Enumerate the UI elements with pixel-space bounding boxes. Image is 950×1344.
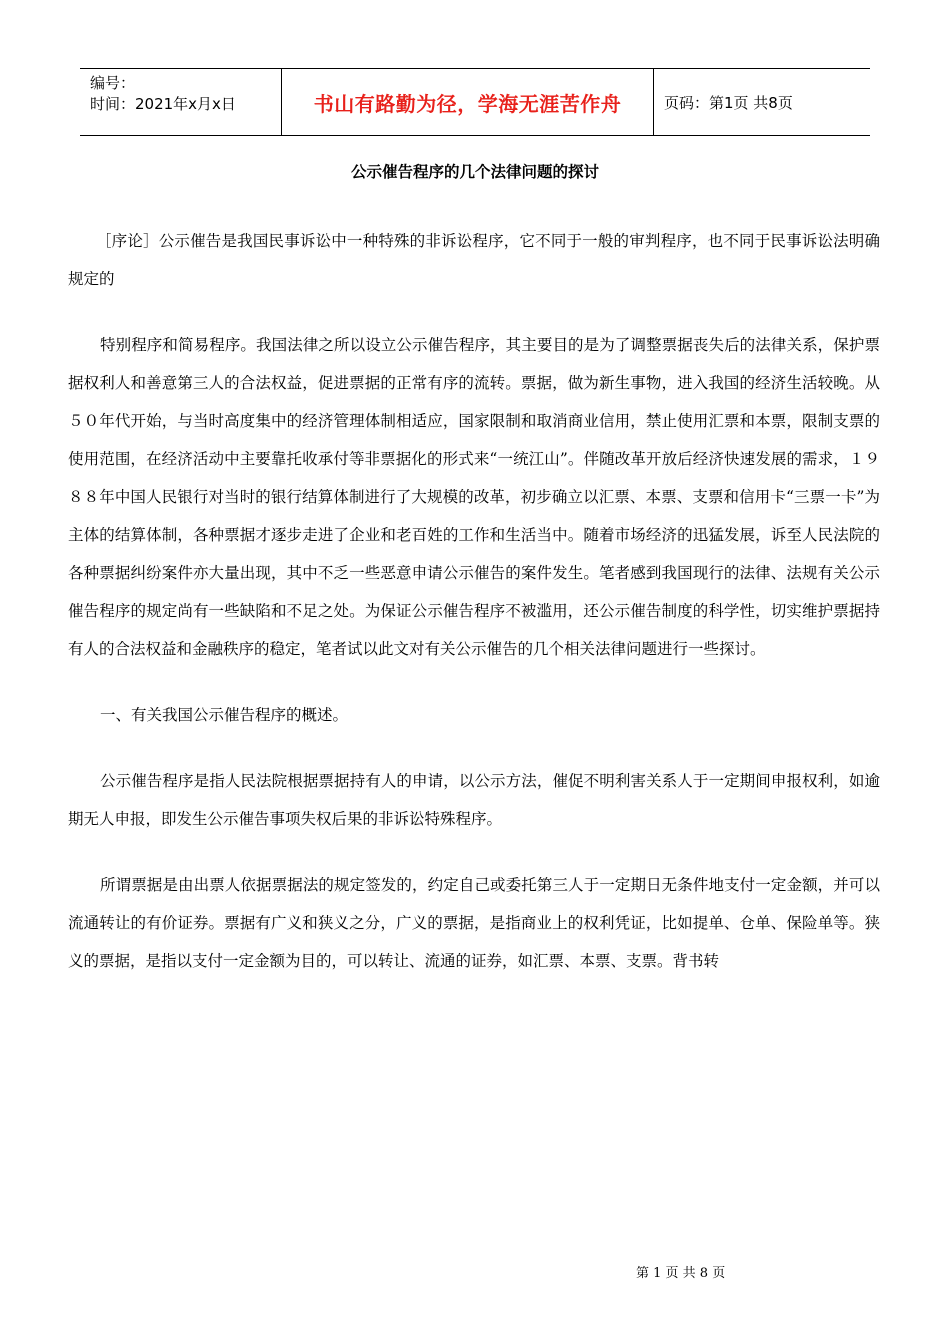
header-motto-cell: [282, 69, 654, 135]
paragraph-preface: ［序论］公示催告是我国民事诉讼中一种特殊的非诉讼程序，它不同于一般的审判程序，也不同于民事诉讼法明确规定的: [68, 232, 880, 288]
document-title: 公示催告程序的几个法律问题的探讨: [350, 162, 599, 181]
header-table: [80, 68, 870, 136]
header-page-cell: [654, 69, 870, 135]
paragraph-definition: 公示催告程序是指人民法院根据票据持有人的申请，以公示方法，催促不明利害关系人于一定期间申报权利，如逾期无人申报，即发生公示催告事项失权后果的非诉讼特殊程序。: [68, 772, 880, 828]
header-page-info: 页码：第1页 共8页: [664, 93, 793, 112]
section-heading-1: 一、有关我国公示催告程序的概述。: [100, 706, 349, 724]
footer-page-number: 第 1 页 共 8 页: [636, 1266, 726, 1281]
document-body: [68, 222, 880, 1008]
motto-text: 书山有路勤为径，学海无涯苦作舟: [313, 91, 622, 116]
paragraph-background: 特别程序和简易程序。我国法律之所以设立公示催告程序，其主要目的是为了调整票据丧失后的法律关系，保护票据权利人和善意第三人的合法权益，促进票据的正常有序的流转。票据，做为新生事物，进入我国的经济生活较晚。从５０年代开始，与当时高度集中的经济管理体制相适应，国家限制和取消商业信用，禁止使用汇票和本票，限制支票的使用范围，在经济活动中主要靠托收承付等非票据化的形式来“一统江山”。伴随改革开放后经济快速发展的需求，１９８８年中国人民银行对当时的银行结算体制进行了大规模的改革，初步确立以汇票、本票、支票和信用卡“三票一卡”为主体的结算体制，各种票据才逐步走进了企业和老百姓的工作和生活当中。随着市场经济的迅猛发展，诉至人民法院的各种票据纠纷案件亦大量出现，其中不乏一些恶意申请公示催告的案件发生。笔者感到我国现行的法律、法规有关公示催告程序的规定尚有一些缺陷和不足之处。为保证公示催告程序不被滥用，还公示催告制度的科学性，切实维护票据持有人的合法权益和金融秩序的稳定，笔者试以此文对有关公示催告的几个相关法律问题进行一些探讨。: [68, 336, 880, 658]
header-meta-cell: [80, 69, 282, 135]
number-label: 编号：: [90, 74, 136, 92]
paragraph-bill-definition: 所谓票据是由出票人依据票据法的规定签发的，约定自己或委托第三人于一定期日无条件地支付一定金额，并可以流通转让的有价证券。票据有广义和狭义之分，广义的票据，是指商业上的权利凭证，比如提单、仓单、保险单等。狭义的票据，是指以支付一定金额为目的，可以转让、流通的证券，如汇票、本票、支票。背书转: [68, 876, 880, 970]
time-label: 时间：2021年x月x日: [90, 95, 236, 113]
